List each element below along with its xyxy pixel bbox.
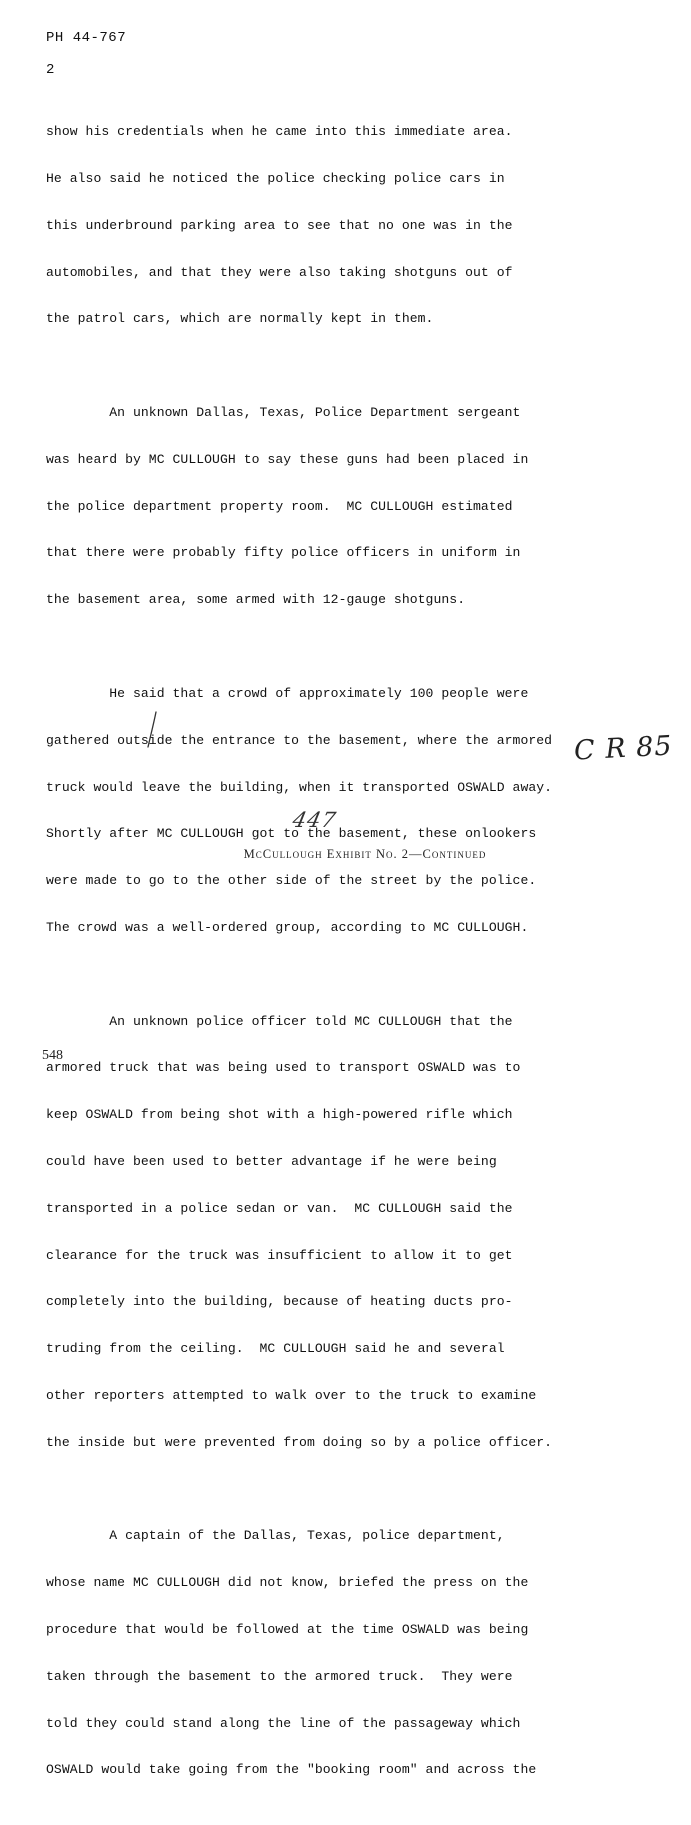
text-line: gathered outside the entrance to the basement, where the armored xyxy=(46,732,553,748)
text-line: the inside but were prevented from doing so by a police officer. xyxy=(46,1434,553,1450)
text-line: OSWALD would take going from the "booking room" and across the xyxy=(46,1762,537,1778)
paragraph-5 xyxy=(46,1497,646,1809)
text-line: the patrol cars, which are normally kept in them. xyxy=(46,311,434,327)
paragraph-4 xyxy=(46,982,646,1481)
handwritten-page-number: 447 xyxy=(290,808,339,832)
text-line: show his credentials when he came into this immediate area. xyxy=(46,124,513,140)
page-number: 548 xyxy=(42,1048,63,1063)
page-marker: 2 xyxy=(46,62,55,78)
text-line: told they could stand along the line of the passageway which xyxy=(46,1715,521,1731)
paragraph-2 xyxy=(46,374,646,639)
cr-handwritten-annotation: C R 85 xyxy=(573,730,674,767)
text-line: armored truck that was being used to transport OSWALD was to xyxy=(46,1060,521,1076)
text-line: clearance for the truck was insufficient to allow it to get xyxy=(46,1247,513,1263)
text-line: The crowd was a well-ordered group, according to MC CULLOUGH. xyxy=(46,919,529,935)
text-line: this underbround parking area to see that no one was in the xyxy=(46,217,513,233)
text-line: were made to go to the other side of the street by the police. xyxy=(46,873,537,889)
text-line: was heard by MC CULLOUGH to say these guns had been placed in xyxy=(46,451,529,467)
text-line: A captain of the Dallas, Texas, police department, xyxy=(46,1528,505,1544)
text-line: the police department property room. MC CULLOUGH estimated xyxy=(46,498,513,514)
file-number: PH 44-767 xyxy=(46,30,127,46)
text-line: other reporters attempted to walk over to the truck to examine xyxy=(46,1387,537,1403)
text-line: could have been used to better advantage if he were being xyxy=(46,1153,497,1169)
text-line: that there were probably fifty police officers in uniform in xyxy=(46,545,521,561)
text-line: whose name MC CULLOUGH did not know, briefed the press on the xyxy=(46,1575,529,1591)
text-line: truding from the ceiling. MC CULLOUGH said he and several xyxy=(46,1341,505,1357)
exhibit-caption: McCullough Exhibit No. 2—Continued xyxy=(243,847,487,861)
text-line: the basement area, some armed with 12-gauge shotguns. xyxy=(46,592,466,608)
paragraph-1 xyxy=(46,93,646,358)
text-line: automobiles, and that they were also taking shotguns out of xyxy=(46,264,513,280)
text-line: truck would leave the building, when it transported OSWALD away. xyxy=(46,779,553,795)
pencil-stroke-mark xyxy=(145,710,161,750)
text-line: He also said he noticed the police checking police cars in xyxy=(46,170,505,186)
text-line: keep OSWALD from being shot with a high-powered rifle which xyxy=(46,1107,513,1123)
text-line: Shortly after MC CULLOUGH got to the basement, these onlookers xyxy=(46,826,537,842)
text-line: taken through the basement to the armored truck. They were xyxy=(46,1668,513,1684)
text-line: An unknown Dallas, Texas, Police Department sergeant xyxy=(46,405,521,421)
paragraph-3 xyxy=(46,655,646,967)
text-line: He said that a crowd of approximately 100 people were xyxy=(46,685,529,701)
text-line: procedure that would be followed at the time OSWALD was being xyxy=(46,1622,529,1637)
text-line: transported in a police sedan or van. MC CULLOUGH said the xyxy=(46,1200,513,1216)
text-line: completely into the building, because of heating ducts pro- xyxy=(46,1294,513,1310)
document-body xyxy=(46,93,646,1825)
text-line: An unknown police officer told MC CULLOUGH that the xyxy=(46,1013,513,1029)
